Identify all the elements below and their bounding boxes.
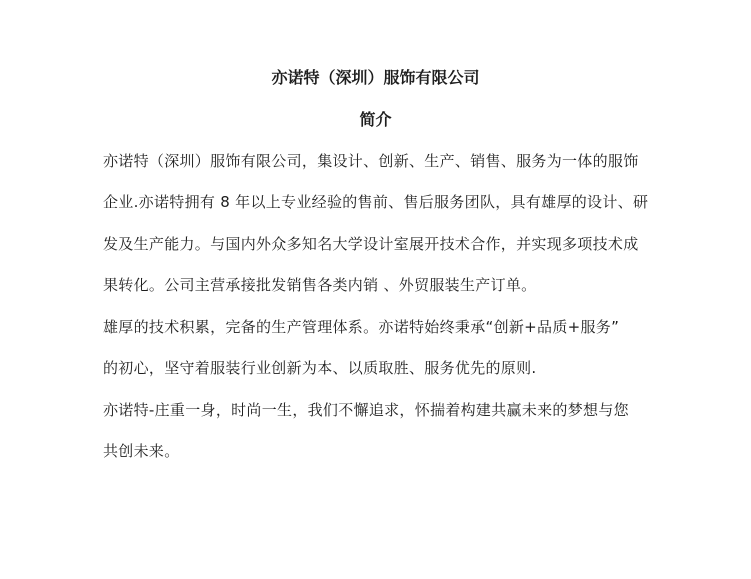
section-title: 简介 — [359, 110, 392, 129]
paragraph-line: 果转化。公司主营承接批发销售各类内销 、外贸服装生产订单。 — [103, 276, 537, 294]
paragraph-line: 亦诺特-庄重一身，时尚一生，我们不懈追求，怀揣着构建共赢未来的梦想与您 — [103, 401, 629, 419]
paragraph-line: 企业.亦诺特拥有 8 年以上专业经验的售前、售后服务团队，具有雄厚的设计、研 — [103, 193, 649, 211]
paragraph-line: 共创未来。 — [103, 442, 180, 460]
paragraph-line: 亦诺特（深圳）服饰有限公司，集设计、创新、生产、销售、服务为一体的服饰 — [103, 152, 639, 170]
company-title: 亦诺特（深圳）服饰有限公司 — [271, 68, 480, 87]
paragraph-line: 发及生产能力。与国内外众多知名大学设计室展开技术合作，并实现多项技术成 — [103, 235, 639, 253]
paragraph-line: 雄厚的技术积累，完备的生产管理体系。亦诺特始终秉承“创新+品质+服务” — [103, 318, 620, 336]
paragraph-line: 的初心，坚守着服装行业创新为本、以质取胜、服务优先的原则. — [103, 359, 537, 377]
